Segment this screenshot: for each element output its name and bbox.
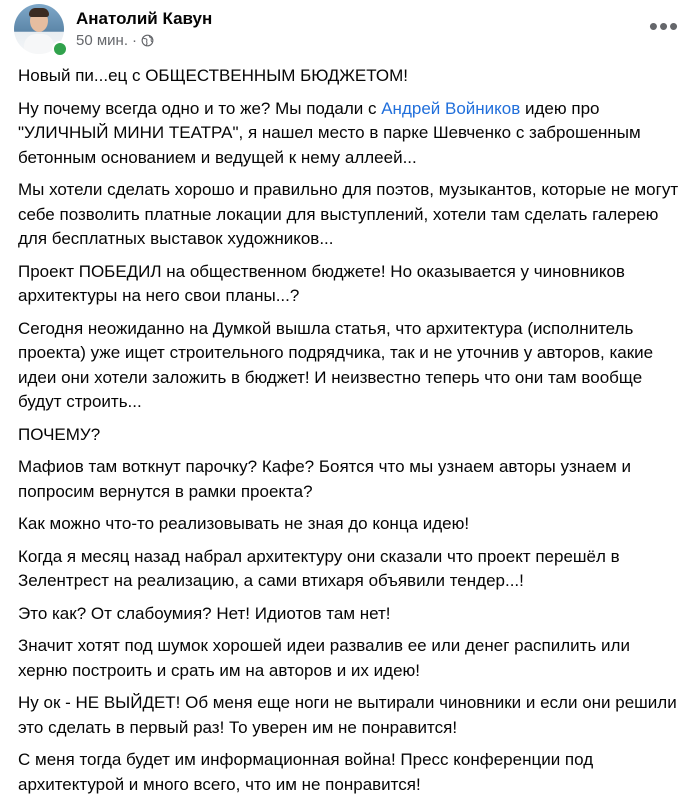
more-horizontal-icon: ••• bbox=[648, 11, 680, 41]
post-paragraph: Проект ПОБЕДИЛ на общественном бюджете! Но оказывается у чиновников архитектуры на него свои планы...? bbox=[18, 261, 625, 305]
post-paragraph: Ну ок - НЕ ВЫЙДЕТ! Об меня еще ноги не вытирали чиновники и если они решили это сделать в первый раз! То уверен им не понравится! bbox=[18, 693, 677, 737]
post-paragraph: С меня тогда будет им информационная война! Пресс конференции под архитектурой и много всего, что им не понравится! bbox=[18, 750, 594, 794]
post-paragraph: ПОЧЕМУ? bbox=[18, 424, 101, 444]
globe-icon[interactable] bbox=[141, 34, 154, 47]
post-paragraph: Это как? От слабоумия? Нет! Идиотов там нет! bbox=[18, 603, 391, 623]
meta-separator: · bbox=[132, 32, 137, 49]
post-options-button[interactable] bbox=[648, 11, 680, 41]
post-paragraph: Сегодня неожиданно на Думкой вышла статья, что архитектура (исполнитель проекта) уже ищет строительного подрядчика, так и не уточнив у авторов, какие идеи они хотели заложить в бюджет! И неизвестно теперь что они там вообще будут строить... bbox=[18, 318, 654, 411]
author-name-link[interactable]: Анатолий Кавун bbox=[76, 9, 213, 28]
post-body bbox=[18, 64, 682, 805]
post-timestamp[interactable]: 50 мин. bbox=[76, 32, 128, 49]
post-header bbox=[0, 0, 694, 62]
post-paragraph: Значит хотят под шумок хорошей идеи развалив ее или денег распилить или херню построить и срать им на авторов и их идею! bbox=[18, 636, 630, 680]
post-paragraph: Мы хотели сделать хорошо и правильно для поэтов, музыкантов, которые не могут себе позволить платные локации для выступлений, хотели там сделать галерею для бесплатных выставок художников... bbox=[18, 180, 679, 248]
mention-link[interactable]: Андрей Войников bbox=[381, 98, 521, 118]
author-avatar[interactable] bbox=[14, 4, 64, 54]
post-meta bbox=[76, 32, 154, 49]
post-paragraph: Мафиов там воткнут парочку? Кафе? Боятся что мы узнаем авторы узнаем и попросим вернутся в рамки проекта? bbox=[18, 457, 631, 501]
post-paragraph: Ну почему всегда одно и то же? Мы подали с Андрей Войников идею про "УЛИЧНЫЙ МИНИ ТЕАТРА", я нашел место в парке Шевченко с заброшенным бетонным основанием и ведущей к нему аллеей... bbox=[18, 98, 641, 167]
post-paragraph: Когда я месяц назад набрал архитектуру они сказали что проект перешёл в Зелентрест на реализацию, а сами втихаря объявили тендер...! bbox=[18, 546, 620, 590]
post-paragraph: Новый пи...ец с ОБЩЕСТВЕННЫМ БЮДЖЕТОМ! bbox=[18, 66, 408, 85]
post-paragraph: Как можно что-то реализовывать не зная до конца идею! bbox=[18, 514, 470, 533]
online-status-dot bbox=[52, 41, 68, 57]
